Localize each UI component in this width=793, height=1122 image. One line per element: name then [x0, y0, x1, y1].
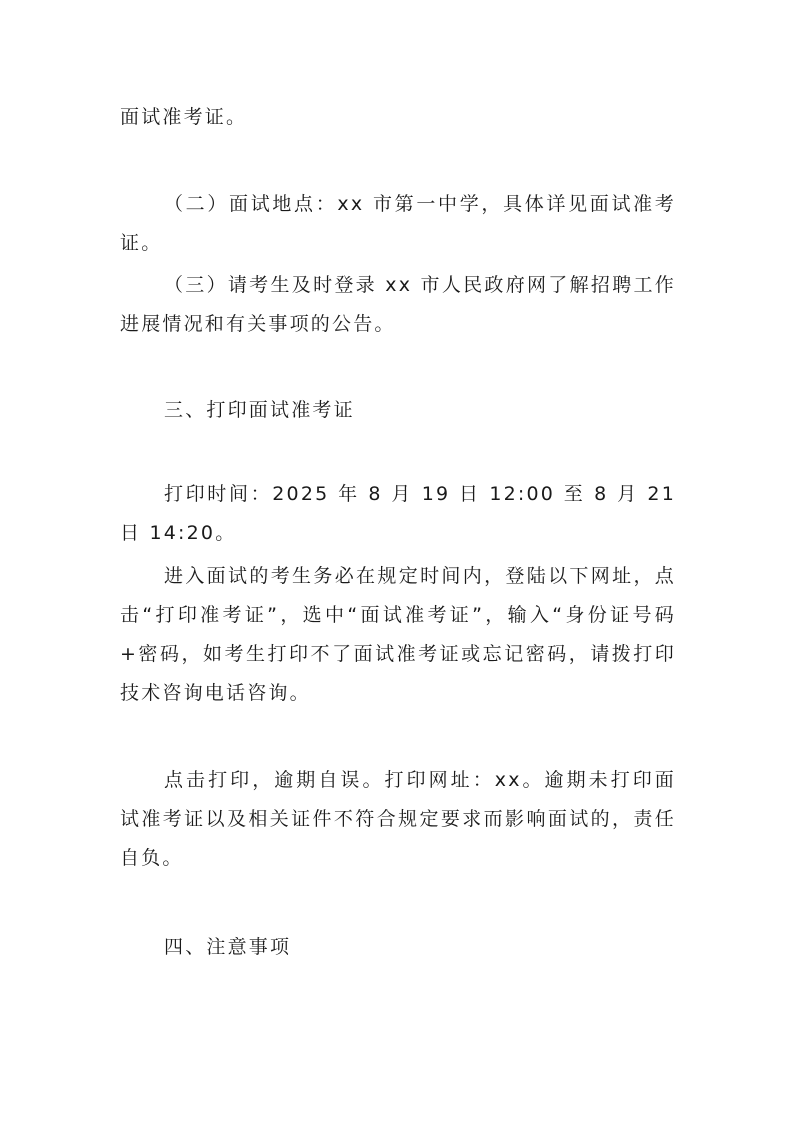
print-time-paragraph: 打印时间：2025 年 8 月 19 日 12:00 至 8 月 21 日 14:20。: [120, 483, 676, 544]
continuation-text: 面试准考证。: [120, 106, 248, 128]
section-4-heading: 四、注意事项: [164, 936, 292, 958]
section-3-heading: 三、打印面试准考证: [164, 399, 355, 421]
print-notice-paragraph: 点击打印，逾期自误。打印网址：xx。逾期未打印面试准考证以及相关证件不符合规定要求而影响面试的，责任自负。: [120, 769, 676, 869]
print-instructions-paragraph: 进入面试的考生务必在规定时间内，登陆以下网址，点击“打印准考证”，选中“面试准考证”，输入“身份证号码+密码，如考生打印不了面试准考证或忘记密码，请拨打印技术咨询电话咨询。: [120, 565, 676, 704]
website-notice-paragraph: （三）请考生及时登录 xx 市人民政府网了解招聘工作进展情况和有关事项的公告。: [120, 274, 676, 335]
interview-location-paragraph: （二）面试地点：xx 市第一中学，具体详见面试准考证。: [120, 193, 676, 254]
